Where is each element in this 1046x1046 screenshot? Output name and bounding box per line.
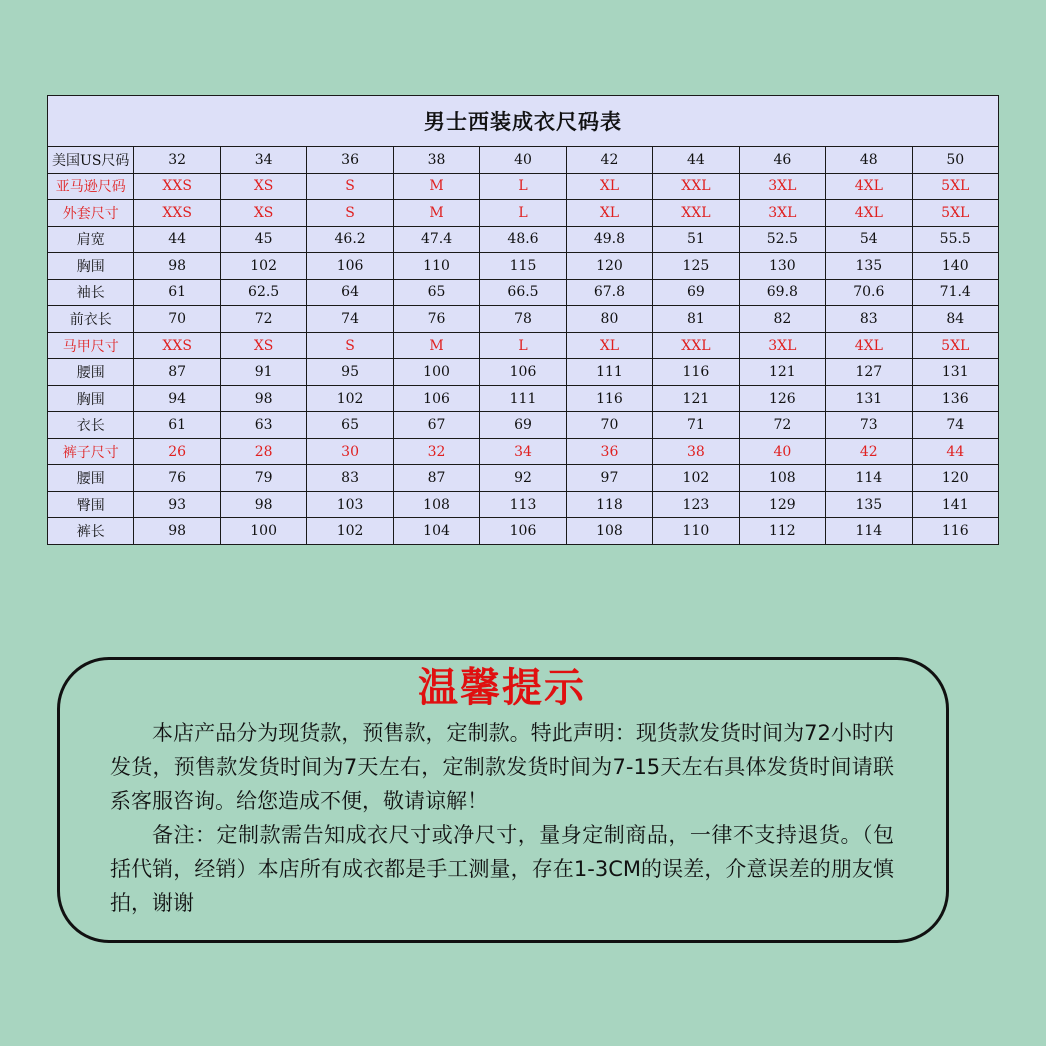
table-cell: 104 — [393, 518, 479, 545]
table-cell: 44 — [653, 147, 739, 174]
table-row — [48, 412, 999, 439]
table-cell: 106 — [307, 253, 393, 280]
table-cell: 94 — [134, 385, 220, 412]
table-cell: 3XL — [739, 332, 825, 359]
table-cell: 92 — [480, 465, 566, 492]
table-cell: 108 — [739, 465, 825, 492]
table-cell: 84 — [912, 306, 998, 333]
table-cell: XXS — [134, 332, 220, 359]
table-cell: 42 — [826, 438, 912, 465]
table-cell: 83 — [826, 306, 912, 333]
table-cell: 116 — [653, 359, 739, 386]
table-cell: 106 — [480, 518, 566, 545]
table-cell: XXS — [134, 200, 220, 227]
table-cell: 78 — [480, 306, 566, 333]
table-cell: 80 — [566, 306, 652, 333]
table-row — [48, 279, 999, 306]
table-cell: 73 — [826, 412, 912, 439]
table-row — [48, 306, 999, 333]
table-cell: 3XL — [739, 200, 825, 227]
table-cell: 130 — [739, 253, 825, 280]
table-cell: XS — [220, 173, 306, 200]
row-label: 裤子尺寸 — [48, 438, 134, 465]
table-cell: 135 — [826, 491, 912, 518]
table-cell: 32 — [134, 147, 220, 174]
table-cell: 98 — [220, 385, 306, 412]
table-cell: 140 — [912, 253, 998, 280]
table-cell: 67 — [393, 412, 479, 439]
table-cell: 3XL — [739, 173, 825, 200]
table-cell: 135 — [826, 253, 912, 280]
table-cell: 36 — [566, 438, 652, 465]
table-cell: 69 — [480, 412, 566, 439]
table-row — [48, 359, 999, 386]
table-cell: 121 — [653, 385, 739, 412]
table-cell: 114 — [826, 465, 912, 492]
row-label: 外套尺寸 — [48, 200, 134, 227]
table-cell: 120 — [566, 253, 652, 280]
table-cell: 82 — [739, 306, 825, 333]
table-cell: 40 — [480, 147, 566, 174]
table-row — [48, 173, 999, 200]
row-label: 前衣长 — [48, 306, 134, 333]
table-cell: 87 — [393, 465, 479, 492]
table-cell: L — [480, 200, 566, 227]
table-cell: 102 — [220, 253, 306, 280]
table-cell: 46.2 — [307, 226, 393, 253]
table-title: 男士西装成衣尺码表 — [48, 96, 999, 147]
table-cell: S — [307, 173, 393, 200]
table-cell: 114 — [826, 518, 912, 545]
table-cell: 69.8 — [739, 279, 825, 306]
table-cell: 79 — [220, 465, 306, 492]
table-cell: 131 — [826, 385, 912, 412]
row-label: 裤长 — [48, 518, 134, 545]
table-cell: 5XL — [912, 173, 998, 200]
table-cell: 34 — [480, 438, 566, 465]
table-cell: 47.4 — [393, 226, 479, 253]
row-label: 胸围 — [48, 385, 134, 412]
table-cell: 70 — [134, 306, 220, 333]
table-cell: 55.5 — [912, 226, 998, 253]
table-cell: 64 — [307, 279, 393, 306]
table-cell: 91 — [220, 359, 306, 386]
table-cell: 106 — [480, 359, 566, 386]
table-cell: 65 — [393, 279, 479, 306]
table-cell: 40 — [739, 438, 825, 465]
table-cell: M — [393, 200, 479, 227]
table-cell: XS — [220, 200, 306, 227]
table-cell: 116 — [912, 518, 998, 545]
row-label: 胸围 — [48, 253, 134, 280]
table-cell: 61 — [134, 279, 220, 306]
table-cell: 76 — [393, 306, 479, 333]
table-row — [48, 518, 999, 545]
table-row — [48, 253, 999, 280]
table-row — [48, 147, 999, 174]
table-cell: 93 — [134, 491, 220, 518]
table-row — [48, 200, 999, 227]
table-cell: 95 — [307, 359, 393, 386]
table-cell: 141 — [912, 491, 998, 518]
table-cell: 65 — [307, 412, 393, 439]
table-title-row — [48, 96, 999, 147]
table-cell: M — [393, 173, 479, 200]
table-row — [48, 438, 999, 465]
table-cell: S — [307, 200, 393, 227]
table-cell: 120 — [912, 465, 998, 492]
table-cell: 4XL — [826, 173, 912, 200]
table-cell: 125 — [653, 253, 739, 280]
table-row — [48, 332, 999, 359]
table-cell: 74 — [912, 412, 998, 439]
table-cell: 66.5 — [480, 279, 566, 306]
table-cell: 121 — [739, 359, 825, 386]
table-cell: S — [307, 332, 393, 359]
table-cell: 111 — [566, 359, 652, 386]
table-cell: 70.6 — [826, 279, 912, 306]
table-cell: 106 — [393, 385, 479, 412]
row-label: 腰围 — [48, 359, 134, 386]
table-cell: 70 — [566, 412, 652, 439]
table-cell: 36 — [307, 147, 393, 174]
table-cell: 72 — [220, 306, 306, 333]
table-cell: 116 — [566, 385, 652, 412]
table-cell: 62.5 — [220, 279, 306, 306]
table-cell: XL — [566, 200, 652, 227]
table-cell: 67.8 — [566, 279, 652, 306]
table-cell: XXL — [653, 200, 739, 227]
table-cell: 44 — [134, 226, 220, 253]
table-cell: 45 — [220, 226, 306, 253]
table-cell: 30 — [307, 438, 393, 465]
table-cell: 131 — [912, 359, 998, 386]
table-cell: 83 — [307, 465, 393, 492]
table-cell: 4XL — [826, 200, 912, 227]
row-label: 衣长 — [48, 412, 134, 439]
table-cell: 76 — [134, 465, 220, 492]
table-row — [48, 491, 999, 518]
table-cell: XXL — [653, 173, 739, 200]
table-cell: 38 — [653, 438, 739, 465]
table-cell: 52.5 — [739, 226, 825, 253]
table-cell: 46 — [739, 147, 825, 174]
table-cell: 87 — [134, 359, 220, 386]
table-cell: 49.8 — [566, 226, 652, 253]
row-label: 腰围 — [48, 465, 134, 492]
row-label: 袖长 — [48, 279, 134, 306]
table-cell: 5XL — [912, 332, 998, 359]
table-cell: XL — [566, 173, 652, 200]
table-cell: 123 — [653, 491, 739, 518]
table-cell: 100 — [393, 359, 479, 386]
table-cell: 98 — [134, 518, 220, 545]
table-cell: 44 — [912, 438, 998, 465]
table-row — [48, 226, 999, 253]
row-label: 马甲尺寸 — [48, 332, 134, 359]
table-cell: 126 — [739, 385, 825, 412]
table-cell: 100 — [220, 518, 306, 545]
table-cell: 110 — [653, 518, 739, 545]
table-cell: 110 — [393, 253, 479, 280]
table-cell: XXL — [653, 332, 739, 359]
row-label: 臀围 — [48, 491, 134, 518]
table-cell: 71 — [653, 412, 739, 439]
table-cell: 28 — [220, 438, 306, 465]
table-cell: 111 — [480, 385, 566, 412]
table-cell: 118 — [566, 491, 652, 518]
table-cell: 115 — [480, 253, 566, 280]
table-row — [48, 385, 999, 412]
row-label: 肩宽 — [48, 226, 134, 253]
table-cell: 48.6 — [480, 226, 566, 253]
table-cell: 129 — [739, 491, 825, 518]
table-cell: L — [480, 332, 566, 359]
table-cell: 4XL — [826, 332, 912, 359]
table-cell: 26 — [134, 438, 220, 465]
table-cell: 74 — [307, 306, 393, 333]
table-cell: 32 — [393, 438, 479, 465]
table-cell: 63 — [220, 412, 306, 439]
table-cell: 72 — [739, 412, 825, 439]
table-cell: 51 — [653, 226, 739, 253]
table-cell: XS — [220, 332, 306, 359]
notice-paragraph-shipping: 本店产品分为现货款，预售款，定制款。特此声明：现货款发货时间为72小时内发货，预售款发货时间为7天左右，定制款发货时间为7-15天左右具体发货时间请联系客服咨询。给您造成不便，敬请谅解！ — [110, 721, 894, 813]
table-cell: 113 — [480, 491, 566, 518]
table-cell: 69 — [653, 279, 739, 306]
row-label: 美国US尺码 — [48, 147, 134, 174]
table-cell: 102 — [307, 385, 393, 412]
table-cell: 81 — [653, 306, 739, 333]
notice-paragraph-remark: 备注：定制款需告知成衣尺寸或净尺寸，量身定制商品，一律不支持退货。（包括代销，经销）本店所有成衣都是手工测量，存在1-3CM的误差，介意误差的朋友慎拍，谢谢 — [110, 823, 894, 915]
table-cell: 61 — [134, 412, 220, 439]
table-cell: 5XL — [912, 200, 998, 227]
table-cell: 48 — [826, 147, 912, 174]
table-cell: M — [393, 332, 479, 359]
table-cell: L — [480, 173, 566, 200]
table-cell: 50 — [912, 147, 998, 174]
table-row — [48, 465, 999, 492]
table-cell: 42 — [566, 147, 652, 174]
table-cell: 97 — [566, 465, 652, 492]
table-cell: 112 — [739, 518, 825, 545]
table-cell: 34 — [220, 147, 306, 174]
notice-box — [57, 657, 949, 943]
table-cell: 71.4 — [912, 279, 998, 306]
table-cell: 127 — [826, 359, 912, 386]
table-cell: XL — [566, 332, 652, 359]
table-cell: 102 — [653, 465, 739, 492]
table-cell: 54 — [826, 226, 912, 253]
table-cell: 38 — [393, 147, 479, 174]
table-cell: 103 — [307, 491, 393, 518]
notice-title: 温馨提示 — [418, 665, 586, 711]
table-cell: XXS — [134, 173, 220, 200]
table-cell: 108 — [393, 491, 479, 518]
table-cell: 108 — [566, 518, 652, 545]
size-chart-table — [47, 95, 999, 545]
table-cell: 102 — [307, 518, 393, 545]
row-label: 亚马逊尺码 — [48, 173, 134, 200]
table-cell: 136 — [912, 385, 998, 412]
table-cell: 98 — [134, 253, 220, 280]
table-cell: 98 — [220, 491, 306, 518]
